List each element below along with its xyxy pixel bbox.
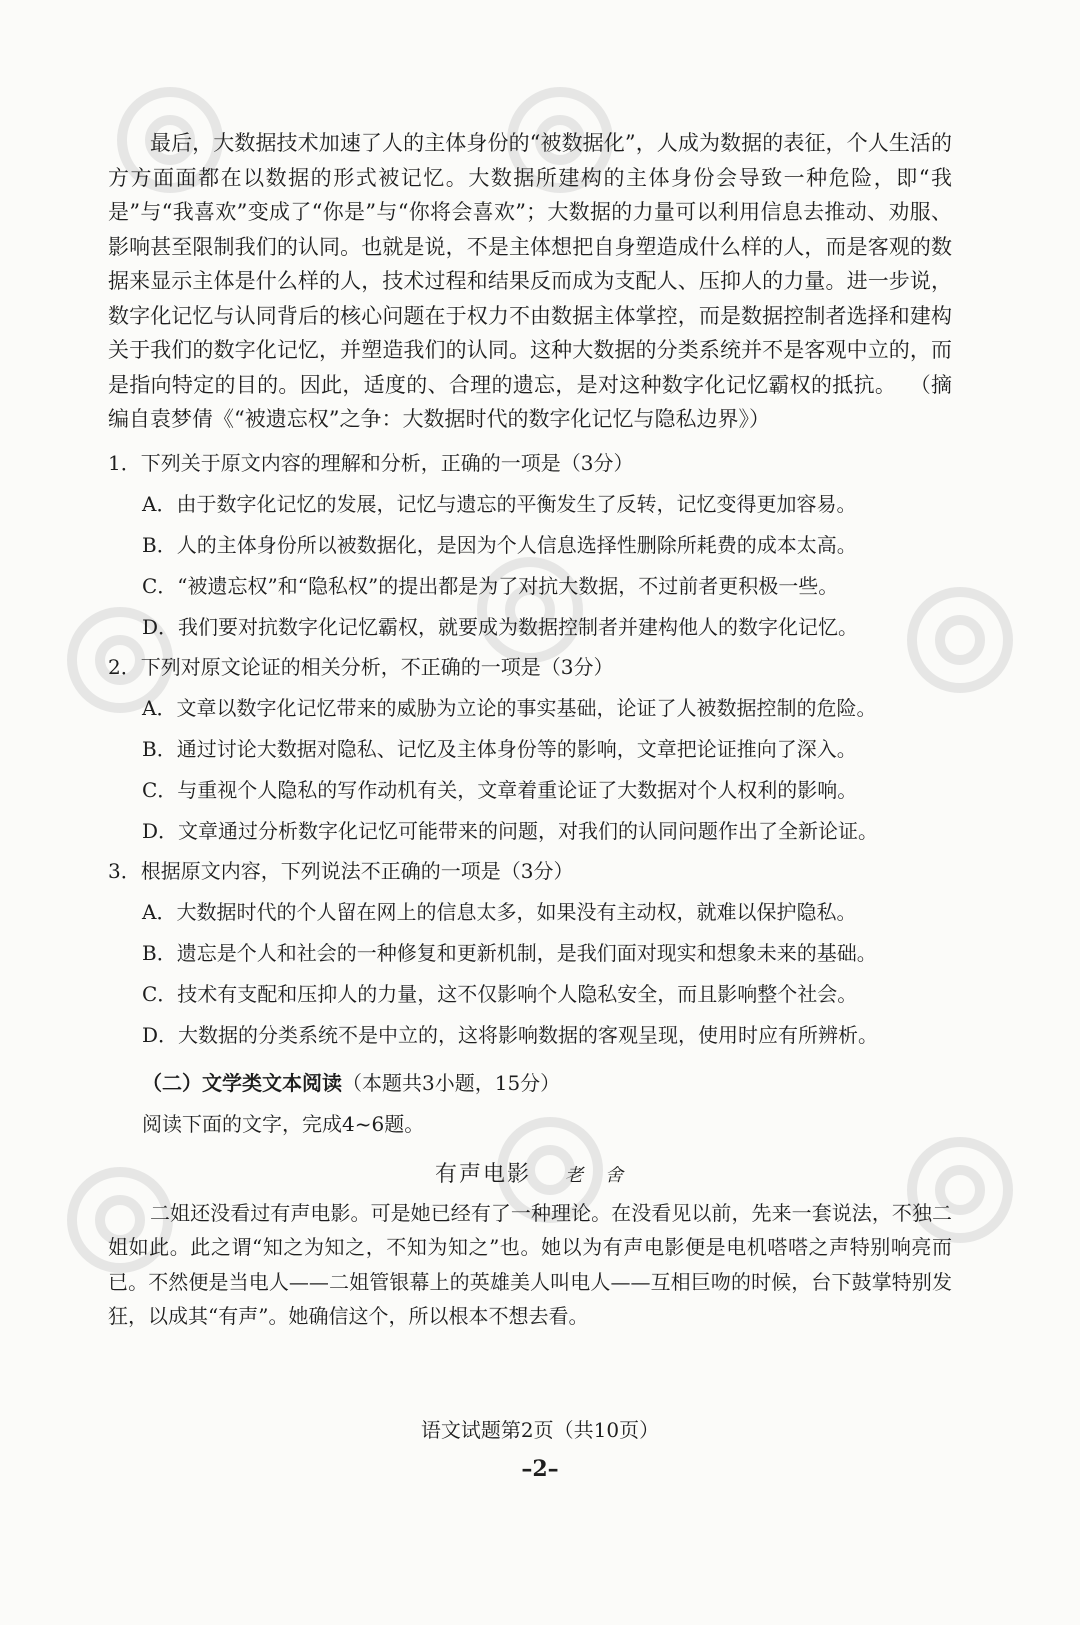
story-title: 有声电影 [434,1161,531,1187]
section-2-instruction: 阅读下面的文字，完成4~6题。 [142,1111,425,1136]
question-1-stem: 1．下列关于原文内容的理解和分析，正确的一项是（3分） [108,450,634,475]
question-1-option-a: A．由于数字化记忆的发展，记忆与遗忘的平衡发生了反转，记忆变得更加容易。 [142,491,857,516]
question-3-option-a: A．大数据时代的个人留在网上的信息太多，如果没有主动权，就难以保护隐私。 [142,899,857,924]
question-2-option-b: B．通过讨论大数据对隐私、记忆及主体身份等的影响，文章把论证推向了深入。 [142,736,857,761]
question-2-stem: 2．下列对原文论证的相关分析，不正确的一项是（3分） [108,654,614,679]
passage-source: （摘编自袁梦倩《“被遗忘权”之争：大数据时代的数字化记忆与隐私边界》） [108,372,953,431]
page-number: –2– [521,1456,559,1482]
section-2-title: （二）文学类文本阅读 [142,1070,342,1095]
question-1-option-c: C．“被遗忘权”和“隐私权”的提出都是为了对抗大数据，不过前者更积极一些。 [142,573,839,598]
passage-paragraph [108,126,952,437]
question-2-option-c: C．与重视个人隐私的写作动机有关，文章着重论证了大数据对个人权利的影响。 [142,777,858,802]
question-2-option-a: A．文章以数字化记忆带来的威胁为立论的事实基础，论证了人被数据控制的危险。 [142,695,877,720]
question-1-option-d: D．我们要对抗数字化记忆霸权，就要成为数据控制者并建构他人的数字化记忆。 [142,614,859,639]
page-footer-label: 语文试题第2页（共10页） [420,1418,660,1442]
question-2-option-d: D．文章通过分析数字化记忆可能带来的问题，对我们的认同问题作出了全新论证。 [142,818,879,843]
story-paragraph: 二姐还没看过有声电影。可是她已经有了一种理论。在没看见以前，先来一套说法，不独二姐如此。此之谓“知之为知之，不知为知之”也。她以为有声电影便是电机嗒嗒之声特别响亮而已。不然便是当电人——二姐管银幕上的英雄美人叫电人——互相巨吻的时候，台下鼓掌特别发狂，以成其“有声”。她确信这个，所以根本不想去看。 [108,1200,952,1328]
story-author: 老 舍 [565,1164,625,1186]
story-title-line [108,1157,952,1188]
exam-content [108,126,952,1354]
section-2-heading [108,1067,952,1096]
question-3-option-d: D．大数据的分类系统不是中立的，这将影响数据的客观呈现，使用时应有所辨析。 [142,1022,879,1047]
passage-text: 最后，大数据技术加速了人的主体身份的“被数据化”，人成为数据的表征，个人生活的方方面面都在以数据的形式被记忆。大数据所建构的主体身份会导致一种危险，即“我是”与“我喜欢”变成了“你是”与“你将会喜欢”；大数据的力量可以利用信息去推动、劝服、影响甚至限制我们的认同。也就是说，不是主体想把自身塑造成什么样的人，而是客观的数据来显示主体是什么样的人，技术过程和结果反而成为支配人、压抑人的力量。进一步说，数字化记忆与认同背后的核心问题在于权力不由数据主体掌控，而是数据控制者选择和建构关于我们的数字化记忆，并塑造我们的认同。这种大数据的分类系统并不是客观中立的，而是指向特定的目的。因此，适度的、合理的遗忘，是对这种数字化记忆霸权的抵抗。 [108,131,952,397]
question-3-option-c: C．技术有支配和压抑人的力量，这不仅影响个人隐私安全，而且影响整个社会。 [142,981,858,1006]
section-2-meta: （本题共3小题，15分） [342,1070,561,1095]
question-3-stem: 3．根据原文内容，下列说法不正确的一项是（3分） [108,858,574,883]
question-3-option-b: B．遗忘是个人和社会的一种修复和更新机制，是我们面对现实和想象未来的基础。 [142,940,877,965]
question-1-option-b: B．人的主体身份所以被数据化，是因为个人信息选择性删除所耗费的成本太高。 [142,532,857,557]
